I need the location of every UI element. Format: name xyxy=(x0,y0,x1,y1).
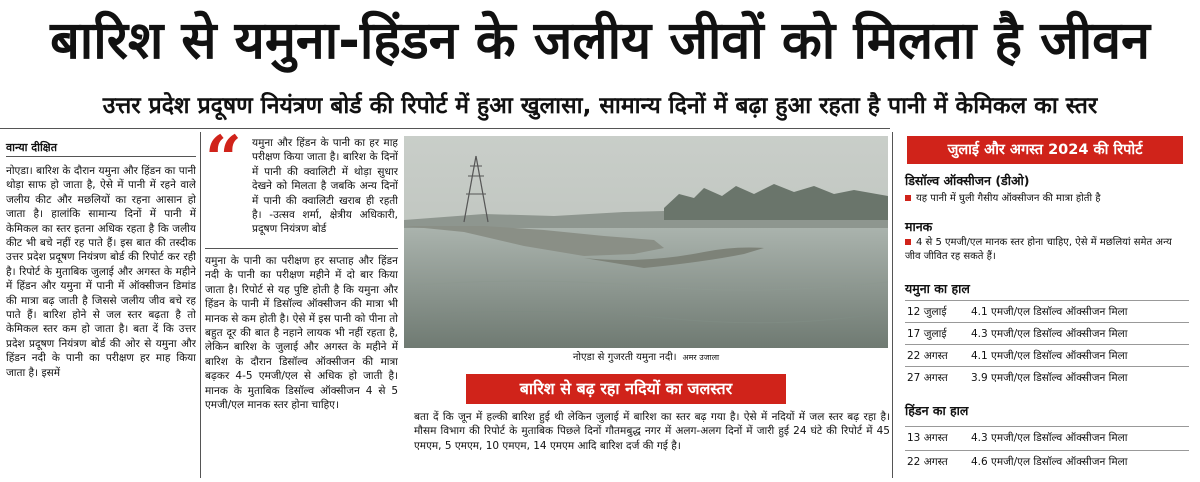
quote-mark-icon: “ xyxy=(205,122,242,197)
row-value: 4.3 एमजी/एल डिसॉल्व ऑक्सीजन मिला xyxy=(971,328,1128,340)
row-value: 4.1 एमजी/एल डिसॉल्व ऑक्सीजन मिला xyxy=(971,350,1128,362)
photo-caption xyxy=(404,349,888,367)
photo-credit: अमर उजाला xyxy=(682,353,720,362)
table-row xyxy=(905,300,1189,323)
table-row xyxy=(905,344,1189,367)
subheadline: उत्तर प्रदेश प्रदूषण नियंत्रण बोर्ड की रिपोर्ट में हुआ खुलासा, सामान्य दिनों में बढ़ा हुआ रहता है पानी में केमिकल का स्तर xyxy=(102,93,1098,119)
rain-banner: बारिश से बढ़ रहा नदियों का जलस्तर xyxy=(466,374,786,404)
byline-divider xyxy=(6,156,196,157)
rain-article-text: बता दें कि जून में हल्की बारिश हुई थी लेकिन जुलाई में बारिश का स्तर बढ़ गया है। ऐसे में नदियों में जल स्तर बढ़ रहा है। मौसम विभाग की रिपोर्ट के मुताबिक पिछले दिनों गौतमबुद्ध नगर में अलग-अलग दिनों में जारी हुई 24 घंटे की रिपोर्ट में 45 एमएम, 5 एमएम, 10 एमएम, 14 एमएम आदि बारिश दर्ज की गई है। xyxy=(414,411,890,452)
headline: बारिश से यमुना-हिंडन के जलीय जीवों को मिलता है जीवन xyxy=(50,11,1150,71)
sidebar-title: जुलाई और अगस्त 2024 की रिपोर्ट xyxy=(907,136,1183,164)
river-photo xyxy=(404,136,888,348)
row-date: 22 अगस्त xyxy=(907,456,948,468)
do-text: यह पानी में घुली गैसीय ऑक्सीजन की मात्रा होती है xyxy=(916,193,1101,204)
column-divider-2 xyxy=(892,132,893,478)
row-value: 4.3 एमजी/एल डिसॉल्व ऑक्सीजन मिला xyxy=(971,432,1128,444)
report-sidebar xyxy=(897,130,1193,482)
table-row xyxy=(905,322,1189,345)
yamuna-title: यमुना का हाल xyxy=(905,281,970,296)
photo-caption-text: नोएडा से गुजरती यमुना नदी। xyxy=(572,352,677,363)
standard-text: 4 से 5 एमजी/एल मानक स्तर होना चाहिए, ऐसे में मछलियां समेत अन्य जीव जीवित रह सकते हैं। xyxy=(905,237,1172,262)
do-title: डिसॉल्व ऑक्सीजन (डीओ) xyxy=(905,173,1030,188)
row-date: 12 जुलाई xyxy=(907,306,947,318)
column-divider-1 xyxy=(200,132,201,478)
row-value: 4.6 एमजी/एल डिसॉल्व ऑक्सीजन मिला xyxy=(971,456,1128,468)
standard-bullet xyxy=(905,236,1185,264)
row-date: 27 अगस्त xyxy=(907,372,948,384)
do-bullet xyxy=(905,192,1185,206)
row-date: 17 जुलाई xyxy=(907,328,947,340)
table-row xyxy=(905,426,1189,449)
quote-divider xyxy=(205,248,398,249)
row-value: 4.1 एमजी/एल डिसॉल्व ऑक्सीजन मिला xyxy=(971,306,1128,318)
bullet-square-icon xyxy=(905,239,911,245)
byline: वान्या दीक्षित xyxy=(6,141,57,154)
table-row xyxy=(905,366,1189,389)
top-divider xyxy=(0,128,890,129)
row-date: 22 अगस्त xyxy=(907,350,948,362)
article-column-2: यमुना के पानी का परीक्षण हर सप्ताह और हिंडन नदी के पानी का परीक्षण महीने में दो बार किया जाता है। रिपोर्ट से यह पुष्टि होती है कि यमुना और हिंडन के पानी में डिसॉल्व ऑक्सीजन की मात्रा भी मानक से कम होती है। ऐसे में इस पानी को पीना तो बहुत दूर की बात है नहाने लायक भी नहीं रहता है, लेकिन बारिश के जुलाई और अगस्त के महीने में बारिश के दौरान डिसॉल्व ऑक्सीजन की मात्रा बढ़कर 4-5 एमजी/एल से अधिक हो जाती है। मानक के मुताबिक डिसॉल्व ऑक्सीजन 4 से 5 एमजी/एल मानक स्तर होना चाहिए। xyxy=(205,255,398,412)
bullet-square-icon xyxy=(905,195,911,201)
standard-title: मानक xyxy=(905,219,933,234)
article-column-1: नोएडा। बारिश के दौरान यमुना और हिंडन का पानी थोड़ा साफ हो जाता है, ऐसे में पानी में रहने वाले जलीय कीट और मछलियों का रहना आसान हो जाता है। हालांकि सामान्य दिनों में पानी में केमिकल का स्तर इतना अधिक रहता है कि जलीय कीट भी बचे नहीं रह पाते हैं। इस बात की तस्दीक उत्तर प्रदेश प्रदूषण नियंत्रण बोर्ड की रिपोर्ट कर रही है। रिपोर्ट के मुताबिक जुलाई और अगस्त के महीने में हिंडन और यमुना में पानी में ऑक्सीजन डिमांड की मात्रा बढ़ जाती है जिससे जलीय जीव बचे रह पाते हैं। बारिश होने से जल स्तर बढ़ता है तो केमिकल स्तर कम हो जाता है। बता दें कि उत्तर प्रदेश प्रदूषण नियंत्रण बोर्ड की ओर से यमुना और हिंडन नदी के पानी का परीक्षण हर माह किया जाता है। इसमें xyxy=(6,165,196,379)
hindon-title: हिंडन का हाल xyxy=(905,403,969,418)
row-date: 13 अगस्त xyxy=(907,432,948,444)
row-value: 3.9 एमजी/एल डिसॉल्व ऑक्सीजन मिला xyxy=(971,372,1128,384)
table-row xyxy=(905,450,1189,473)
pull-quote: यमुना और हिंडन के पानी का हर माह परीक्षण किया जाता है। बारिश के दिनों में पानी की क्वालिटी में थोड़ा सुधार देखने को मिलता है जबकि अन्य दिनों में पानी की क्वालिटी खराब ही रहती है। -उत्सव शर्मा, क्षेत्रीय अधिकारी, प्रदूषण नियंत्रण बोर्ड xyxy=(252,137,398,236)
